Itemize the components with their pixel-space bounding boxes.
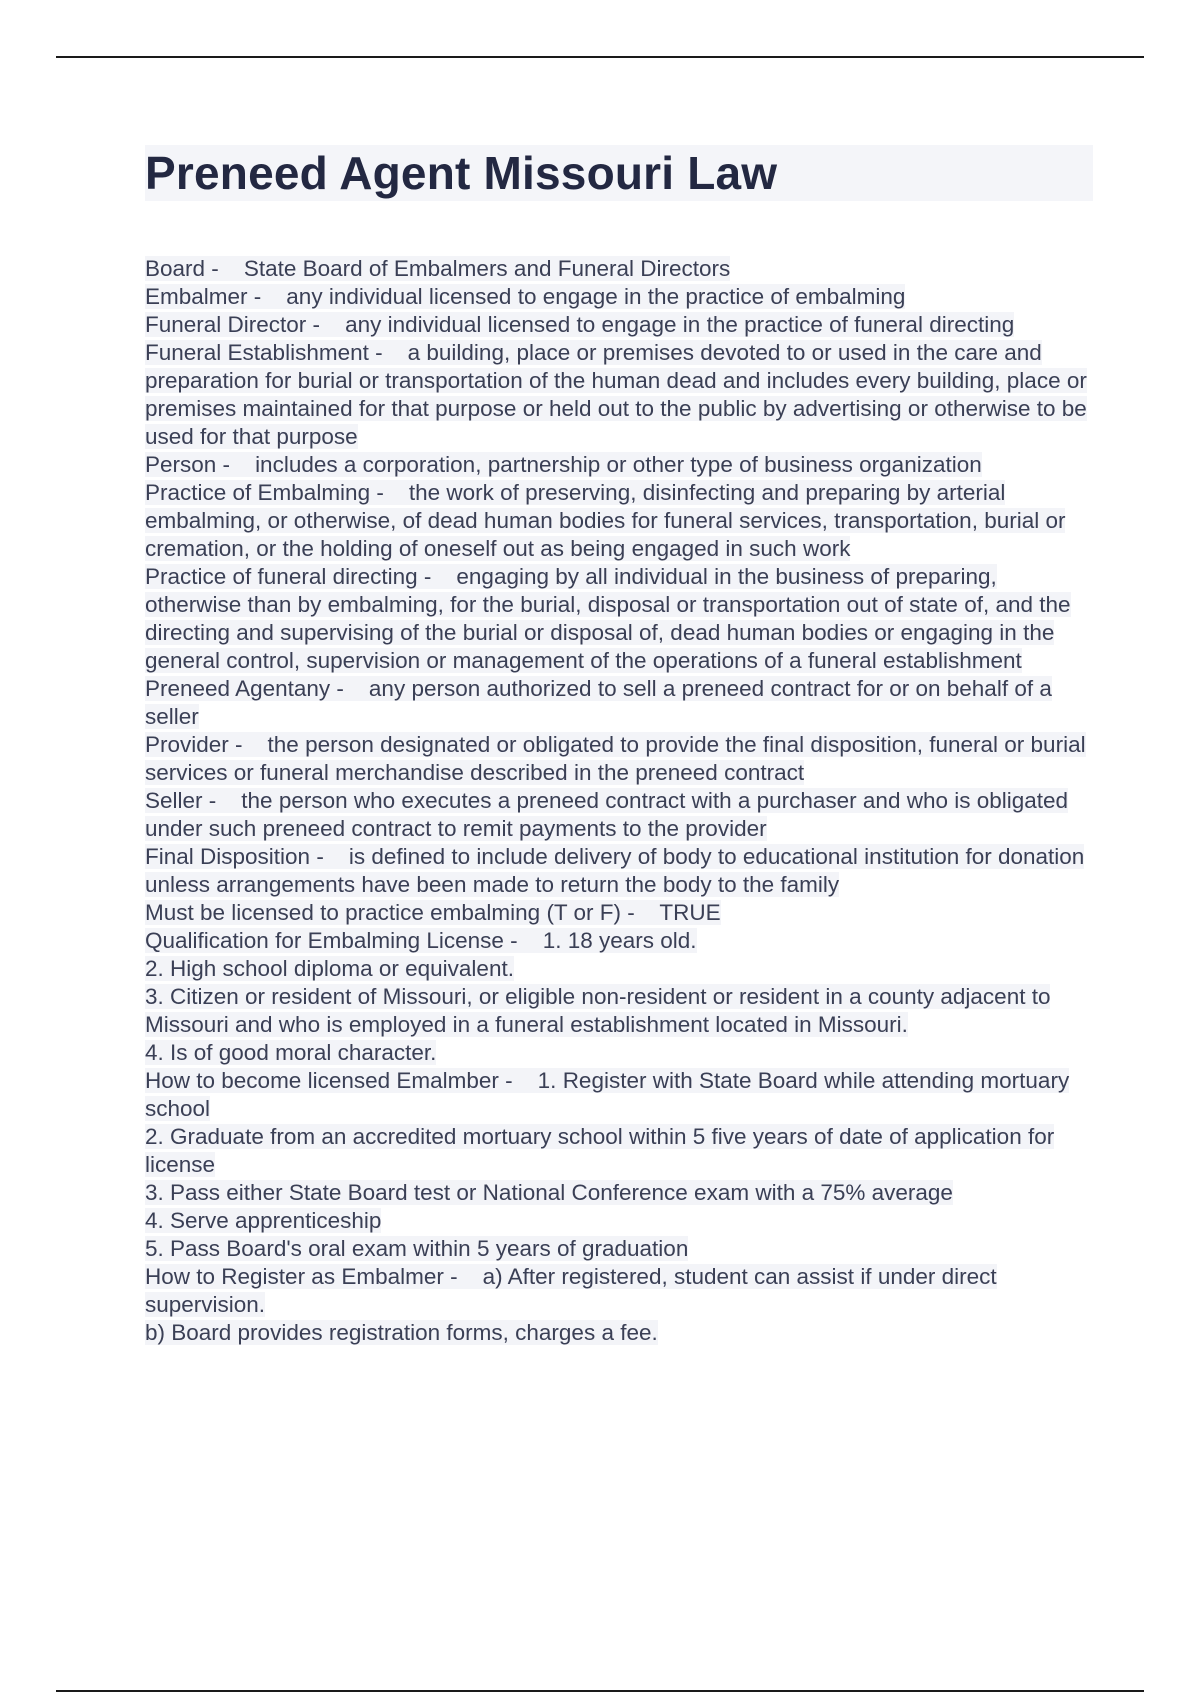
entry-term: Provider - (145, 732, 243, 757)
entry-embalmer (145, 283, 1095, 311)
entry-definition: a building, place or premises devoted to or used in the care and preparation for burial or transportation of the human dead and includes every building, place or premises maintained for that purpose or held out to the public by advertising or otherwise to be used for that purpose (145, 340, 1087, 449)
entry-term: Preneed Agentany - (145, 676, 344, 701)
licensed-embalmer-step: 4. Serve apprenticeship (145, 1208, 382, 1233)
entry-term: Person - (145, 452, 231, 477)
entry-term: Must be licensed to practice embalming (T or F) - (145, 900, 635, 925)
licensed-embalmer-step: 3. Pass either State Board test or National Conference exam with a 75% average (145, 1180, 953, 1205)
register-embalmer-step: b) Board provides registration forms, charges a fee. (145, 1320, 658, 1345)
licensed-embalmer-step: 2. Graduate from an accredited mortuary school within 5 five years of date of application for license (145, 1124, 1055, 1177)
entry-definition: the person designated or obligated to provide the final disposition, funeral or burial services or funeral merchandise described in the preneed contract (145, 732, 1086, 785)
entry-provider (145, 731, 1095, 787)
entry-term: Practice of Embalming - (145, 480, 384, 505)
entry-person (145, 451, 1095, 479)
qualification-item: 2. High school diploma or equivalent. (145, 956, 514, 981)
qualification-item: 4. Is of good moral character. (145, 1040, 437, 1065)
entry-definition: engaging by all individual in the business of preparing, otherwise than by embalming, for the burial, disposal or transportation out of state of, and the directing and supervising of the burial or disposal of, dead human bodies or engaging in the general control, supervision or management of the operations of a funeral establishment (145, 564, 1071, 673)
entry-term: Funeral Director - (145, 312, 321, 337)
entry-definition: a) After registered, student can assist if under direct supervision. (145, 1264, 997, 1317)
licensed-embalmer-step: 5. Pass Board's oral exam within 5 years of graduation (145, 1236, 689, 1261)
entry-term: Practice of funeral directing - (145, 564, 432, 589)
entry-preneed-agent (145, 675, 1095, 731)
qualification-item: 3. Citizen or resident of Missouri, or eligible non-resident or resident in a county adjacent to Missouri and who is employed in a funeral establishment located in Missouri. (145, 984, 1051, 1037)
entry-definition: any person authorized to sell a preneed contract for or on behalf of a seller (145, 676, 1052, 729)
entry-term: How to become licensed Emalmber - (145, 1068, 513, 1093)
entry-final-disposition (145, 843, 1095, 899)
entry-licensed-embalmer (145, 1067, 1095, 1123)
document-body (145, 255, 1095, 1347)
entry-funeral-director (145, 311, 1095, 339)
entry-board (145, 255, 1095, 283)
title-block (145, 145, 1093, 201)
entry-term: Qualification for Embalming License - (145, 928, 518, 953)
entry-definition: 1. Register with State Board while attending mortuary school (145, 1068, 1070, 1121)
entry-definition: is defined to include delivery of body to educational institution for donation unless arrangements have been made to return the body to the family (145, 844, 1085, 897)
entry-definition: the work of preserving, disinfecting and preparing by arterial embalming, or otherwise, of dead human bodies for funeral services, transportation, burial or cremation, or the holding of oneself out as being engaged in such work (145, 480, 1066, 561)
entry-term: Seller - (145, 788, 217, 813)
entry-definition: TRUE (659, 900, 721, 925)
entry-register-embalmer (145, 1263, 1095, 1319)
top-rule (56, 56, 1144, 58)
entry-definition: includes a corporation, partnership or other type of business organization (255, 452, 982, 477)
entry-term: Final Disposition - (145, 844, 324, 869)
entry-term: Board - (145, 256, 219, 281)
entry-licensed-practice (145, 899, 1095, 927)
entry-term: Funeral Establishment - (145, 340, 383, 365)
entry-seller (145, 787, 1095, 843)
entry-definition: State Board of Embalmers and Funeral Directors (243, 256, 731, 281)
entry-term: How to Register as Embalmer - (145, 1264, 458, 1289)
page-title: Preneed Agent Missouri Law (145, 147, 778, 199)
entry-qualification (145, 927, 1095, 955)
entry-funeral-establishment (145, 339, 1095, 451)
entry-definition: any individual licensed to engage in the practice of embalming (286, 284, 906, 309)
entry-definition: the person who executes a preneed contract with a purchaser and who is obligated under such preneed contract to remit payments to the provider (145, 788, 1069, 841)
bottom-rule (56, 1690, 1144, 1692)
entry-practice-of-funeral-directing (145, 563, 1095, 675)
entry-definition: 1. 18 years old. (542, 928, 697, 953)
entry-definition: any individual licensed to engage in the practice of funeral directing (345, 312, 1015, 337)
entry-practice-of-embalming (145, 479, 1095, 563)
entry-term: Embalmer - (145, 284, 262, 309)
